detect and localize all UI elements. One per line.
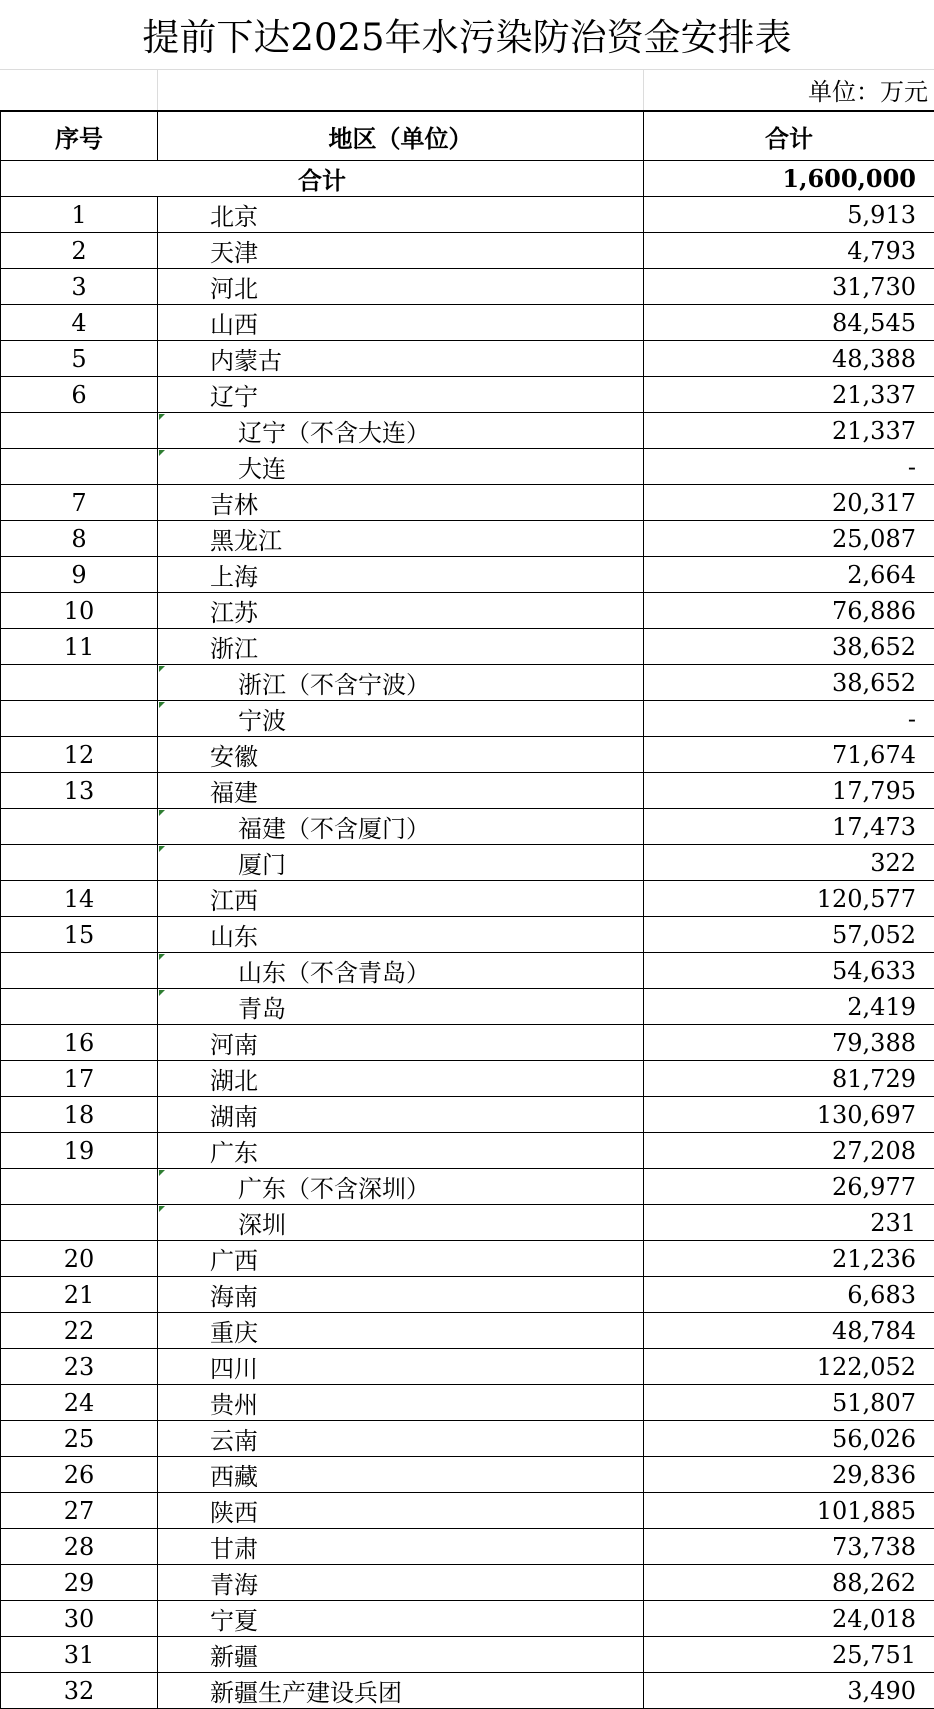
total-label[interactable]: 合计	[1, 161, 644, 197]
cell-amount[interactable]: 101,885	[644, 1493, 934, 1529]
unit-row	[0, 70, 934, 112]
table-row	[1, 1493, 934, 1529]
cell-amount[interactable]: 130,697	[644, 1097, 934, 1133]
cell-region[interactable]: 甘肃	[158, 1529, 644, 1565]
cell-amount[interactable]: 4,793	[644, 233, 934, 269]
cell-amount[interactable]: 21,337	[644, 413, 934, 449]
cell-seq[interactable]: 4	[1, 305, 158, 341]
cell-seq[interactable]: 32	[1, 1673, 158, 1709]
table-row	[1, 809, 934, 845]
table-row	[1, 1457, 934, 1493]
cell-region[interactable]: 新疆生产建设兵团	[158, 1673, 644, 1709]
cell-seq[interactable]	[1, 809, 158, 845]
cell-region[interactable]: 山西	[158, 305, 644, 341]
cell-seq[interactable]: 22	[1, 1313, 158, 1349]
cell-amount[interactable]: 73,738	[644, 1529, 934, 1565]
cell-amount[interactable]: 3,490	[644, 1673, 934, 1709]
table-row	[1, 1565, 934, 1601]
cell-region[interactable]: 陕西	[158, 1493, 644, 1529]
cell-region[interactable]: 厦门	[158, 845, 644, 881]
cell-seq[interactable]: 16	[1, 1025, 158, 1061]
cell-seq[interactable]: 15	[1, 917, 158, 953]
cell-region[interactable]: 辽宁（不含大连）	[158, 413, 644, 449]
cell-region[interactable]: 广东（不含深圳）	[158, 1169, 644, 1205]
cell-region[interactable]: 江苏	[158, 593, 644, 629]
table-row	[1, 1277, 934, 1313]
cell-amount[interactable]: 322	[644, 845, 934, 881]
cell-region[interactable]: 黑龙江	[158, 521, 644, 557]
cell-seq[interactable]	[1, 413, 158, 449]
cell-region[interactable]: 山东	[158, 917, 644, 953]
cell-region[interactable]: 北京	[158, 197, 644, 233]
cell-seq[interactable]	[1, 953, 158, 989]
cell-region[interactable]: 内蒙古	[158, 341, 644, 377]
cell-region[interactable]: 贵州	[158, 1385, 644, 1421]
table-row	[1, 341, 934, 377]
cell-seq[interactable]: 7	[1, 485, 158, 521]
cell-seq[interactable]: 20	[1, 1241, 158, 1277]
cell-seq[interactable]: 21	[1, 1277, 158, 1313]
header-row	[1, 112, 934, 161]
cell-amount[interactable]: 21,337	[644, 377, 934, 413]
cell-amount[interactable]: 26,977	[644, 1169, 934, 1205]
cell-seq[interactable]	[1, 1205, 158, 1241]
gridline	[157, 70, 158, 110]
cell-amount[interactable]: 57,052	[644, 917, 934, 953]
cell-seq[interactable]	[1, 665, 158, 701]
cell-seq[interactable]: 26	[1, 1457, 158, 1493]
cell-region[interactable]: 宁波	[158, 701, 644, 737]
table-row	[1, 1529, 934, 1565]
cell-seq[interactable]: 27	[1, 1493, 158, 1529]
table-row	[1, 917, 934, 953]
gridline	[643, 70, 644, 110]
cell-seq[interactable]: 3	[1, 269, 158, 305]
table-row	[1, 1205, 934, 1241]
cell-seq[interactable]: 25	[1, 1421, 158, 1457]
table-row	[1, 701, 934, 737]
cell-amount[interactable]: 25,751	[644, 1637, 934, 1673]
cell-seq[interactable]	[1, 845, 158, 881]
table-row	[1, 1241, 934, 1277]
cell-seq[interactable]: 6	[1, 377, 158, 413]
header-seq[interactable]: 序号	[1, 112, 158, 161]
allocation-table	[0, 111, 934, 1709]
table-row	[1, 1133, 934, 1169]
cell-amount[interactable]: 38,652	[644, 665, 934, 701]
cell-amount[interactable]: 48,784	[644, 1313, 934, 1349]
table-row	[1, 1169, 934, 1205]
table-row	[1, 305, 934, 341]
cell-seq[interactable]: 10	[1, 593, 158, 629]
table-row	[1, 665, 934, 701]
table-row	[1, 1313, 934, 1349]
table-row	[1, 593, 934, 629]
cell-amount[interactable]: -	[644, 701, 934, 737]
cell-seq[interactable]: 13	[1, 773, 158, 809]
cell-amount[interactable]: 6,683	[644, 1277, 934, 1313]
cell-region[interactable]: 河北	[158, 269, 644, 305]
table-row	[1, 845, 934, 881]
cell-seq[interactable]	[1, 989, 158, 1025]
cell-region[interactable]: 重庆	[158, 1313, 644, 1349]
table-row	[1, 737, 934, 773]
cell-seq[interactable]: 11	[1, 629, 158, 665]
total-row	[1, 161, 934, 197]
table-row	[1, 1097, 934, 1133]
cell-region[interactable]: 四川	[158, 1349, 644, 1385]
cell-amount[interactable]: 5,913	[644, 197, 934, 233]
cell-region[interactable]: 青岛	[158, 989, 644, 1025]
cell-seq[interactable]: 28	[1, 1529, 158, 1565]
cell-region[interactable]: 大连	[158, 449, 644, 485]
cell-region[interactable]: 河南	[158, 1025, 644, 1061]
cell-region[interactable]: 浙江（不含宁波）	[158, 665, 644, 701]
cell-region[interactable]: 吉林	[158, 485, 644, 521]
cell-amount[interactable]: 54,633	[644, 953, 934, 989]
cell-seq[interactable]: 30	[1, 1601, 158, 1637]
cell-amount[interactable]: 84,545	[644, 305, 934, 341]
cell-amount[interactable]: 38,652	[644, 629, 934, 665]
cell-seq[interactable]: 17	[1, 1061, 158, 1097]
cell-amount[interactable]: 17,473	[644, 809, 934, 845]
cell-amount[interactable]: 31,730	[644, 269, 934, 305]
table-row	[1, 413, 934, 449]
cell-region[interactable]: 青海	[158, 1565, 644, 1601]
cell-region[interactable]: 新疆	[158, 1637, 644, 1673]
cell-seq[interactable]: 19	[1, 1133, 158, 1169]
cell-region[interactable]: 湖北	[158, 1061, 644, 1097]
table-row	[1, 1061, 934, 1097]
table-row	[1, 953, 934, 989]
cell-seq[interactable]: 1	[1, 197, 158, 233]
cell-seq[interactable]	[1, 449, 158, 485]
cell-seq[interactable]: 12	[1, 737, 158, 773]
cell-amount[interactable]: 231	[644, 1205, 934, 1241]
sheet-title: 提前下达2025年水污染防治资金安排表	[0, 0, 934, 70]
table-row	[1, 1421, 934, 1457]
cell-amount[interactable]: 76,886	[644, 593, 934, 629]
cell-seq[interactable]: 29	[1, 1565, 158, 1601]
table-row	[1, 773, 934, 809]
table-row	[1, 557, 934, 593]
cell-amount[interactable]: 48,388	[644, 341, 934, 377]
cell-seq[interactable]: 18	[1, 1097, 158, 1133]
total-amount[interactable]: 1,600,000	[644, 161, 934, 197]
table-row	[1, 269, 934, 305]
cell-amount[interactable]: 24,018	[644, 1601, 934, 1637]
cell-region[interactable]: 福建（不含厦门）	[158, 809, 644, 845]
cell-seq[interactable]	[1, 701, 158, 737]
cell-amount[interactable]: 29,836	[644, 1457, 934, 1493]
cell-region[interactable]: 海南	[158, 1277, 644, 1313]
table-row	[1, 377, 934, 413]
table-row	[1, 485, 934, 521]
cell-seq[interactable]: 2	[1, 233, 158, 269]
cell-region[interactable]: 上海	[158, 557, 644, 593]
cell-region[interactable]: 天津	[158, 233, 644, 269]
cell-region[interactable]: 浙江	[158, 629, 644, 665]
cell-amount[interactable]: 25,087	[644, 521, 934, 557]
cell-amount[interactable]: 81,729	[644, 1061, 934, 1097]
cell-amount[interactable]: 88,262	[644, 1565, 934, 1601]
table-row	[1, 629, 934, 665]
table-row	[1, 881, 934, 917]
cell-amount[interactable]: 51,807	[644, 1385, 934, 1421]
cell-seq[interactable]: 9	[1, 557, 158, 593]
header-total[interactable]: 合计	[644, 112, 934, 161]
cell-region[interactable]: 广西	[158, 1241, 644, 1277]
table-row	[1, 1385, 934, 1421]
cell-region[interactable]: 广东	[158, 1133, 644, 1169]
cell-amount[interactable]: 17,795	[644, 773, 934, 809]
table-row	[1, 1601, 934, 1637]
table-row	[1, 197, 934, 233]
cell-region[interactable]: 深圳	[158, 1205, 644, 1241]
cell-amount[interactable]: 2,664	[644, 557, 934, 593]
table-row	[1, 521, 934, 557]
cell-amount[interactable]: 21,236	[644, 1241, 934, 1277]
table-row	[1, 233, 934, 269]
cell-seq[interactable]: 24	[1, 1385, 158, 1421]
cell-seq[interactable]: 23	[1, 1349, 158, 1385]
cell-region[interactable]: 辽宁	[158, 377, 644, 413]
cell-seq[interactable]	[1, 1169, 158, 1205]
header-region[interactable]: 地区（单位）	[158, 112, 644, 161]
cell-seq[interactable]: 14	[1, 881, 158, 917]
cell-region[interactable]: 安徽	[158, 737, 644, 773]
cell-region[interactable]: 宁夏	[158, 1601, 644, 1637]
cell-amount[interactable]: 120,577	[644, 881, 934, 917]
cell-seq[interactable]: 31	[1, 1637, 158, 1673]
table-body	[1, 112, 934, 1709]
cell-region[interactable]: 云南	[158, 1421, 644, 1457]
table-row	[1, 1025, 934, 1061]
cell-amount[interactable]: -	[644, 449, 934, 485]
cell-region[interactable]: 湖南	[158, 1097, 644, 1133]
cell-seq[interactable]: 8	[1, 521, 158, 557]
cell-amount[interactable]: 27,208	[644, 1133, 934, 1169]
cell-region[interactable]: 江西	[158, 881, 644, 917]
cell-amount[interactable]: 56,026	[644, 1421, 934, 1457]
cell-region[interactable]: 西藏	[158, 1457, 644, 1493]
table-row	[1, 449, 934, 485]
cell-amount[interactable]: 2,419	[644, 989, 934, 1025]
table-row	[1, 1673, 934, 1709]
table-row	[1, 1637, 934, 1673]
cell-seq[interactable]: 5	[1, 341, 158, 377]
cell-amount[interactable]: 79,388	[644, 1025, 934, 1061]
cell-amount[interactable]: 71,674	[644, 737, 934, 773]
cell-region[interactable]: 山东（不含青岛）	[158, 953, 644, 989]
unit-label: 单位：万元	[808, 70, 928, 110]
table-row	[1, 1349, 934, 1385]
table-row	[1, 989, 934, 1025]
cell-amount[interactable]: 122,052	[644, 1349, 934, 1385]
cell-region[interactable]: 福建	[158, 773, 644, 809]
cell-amount[interactable]: 20,317	[644, 485, 934, 521]
